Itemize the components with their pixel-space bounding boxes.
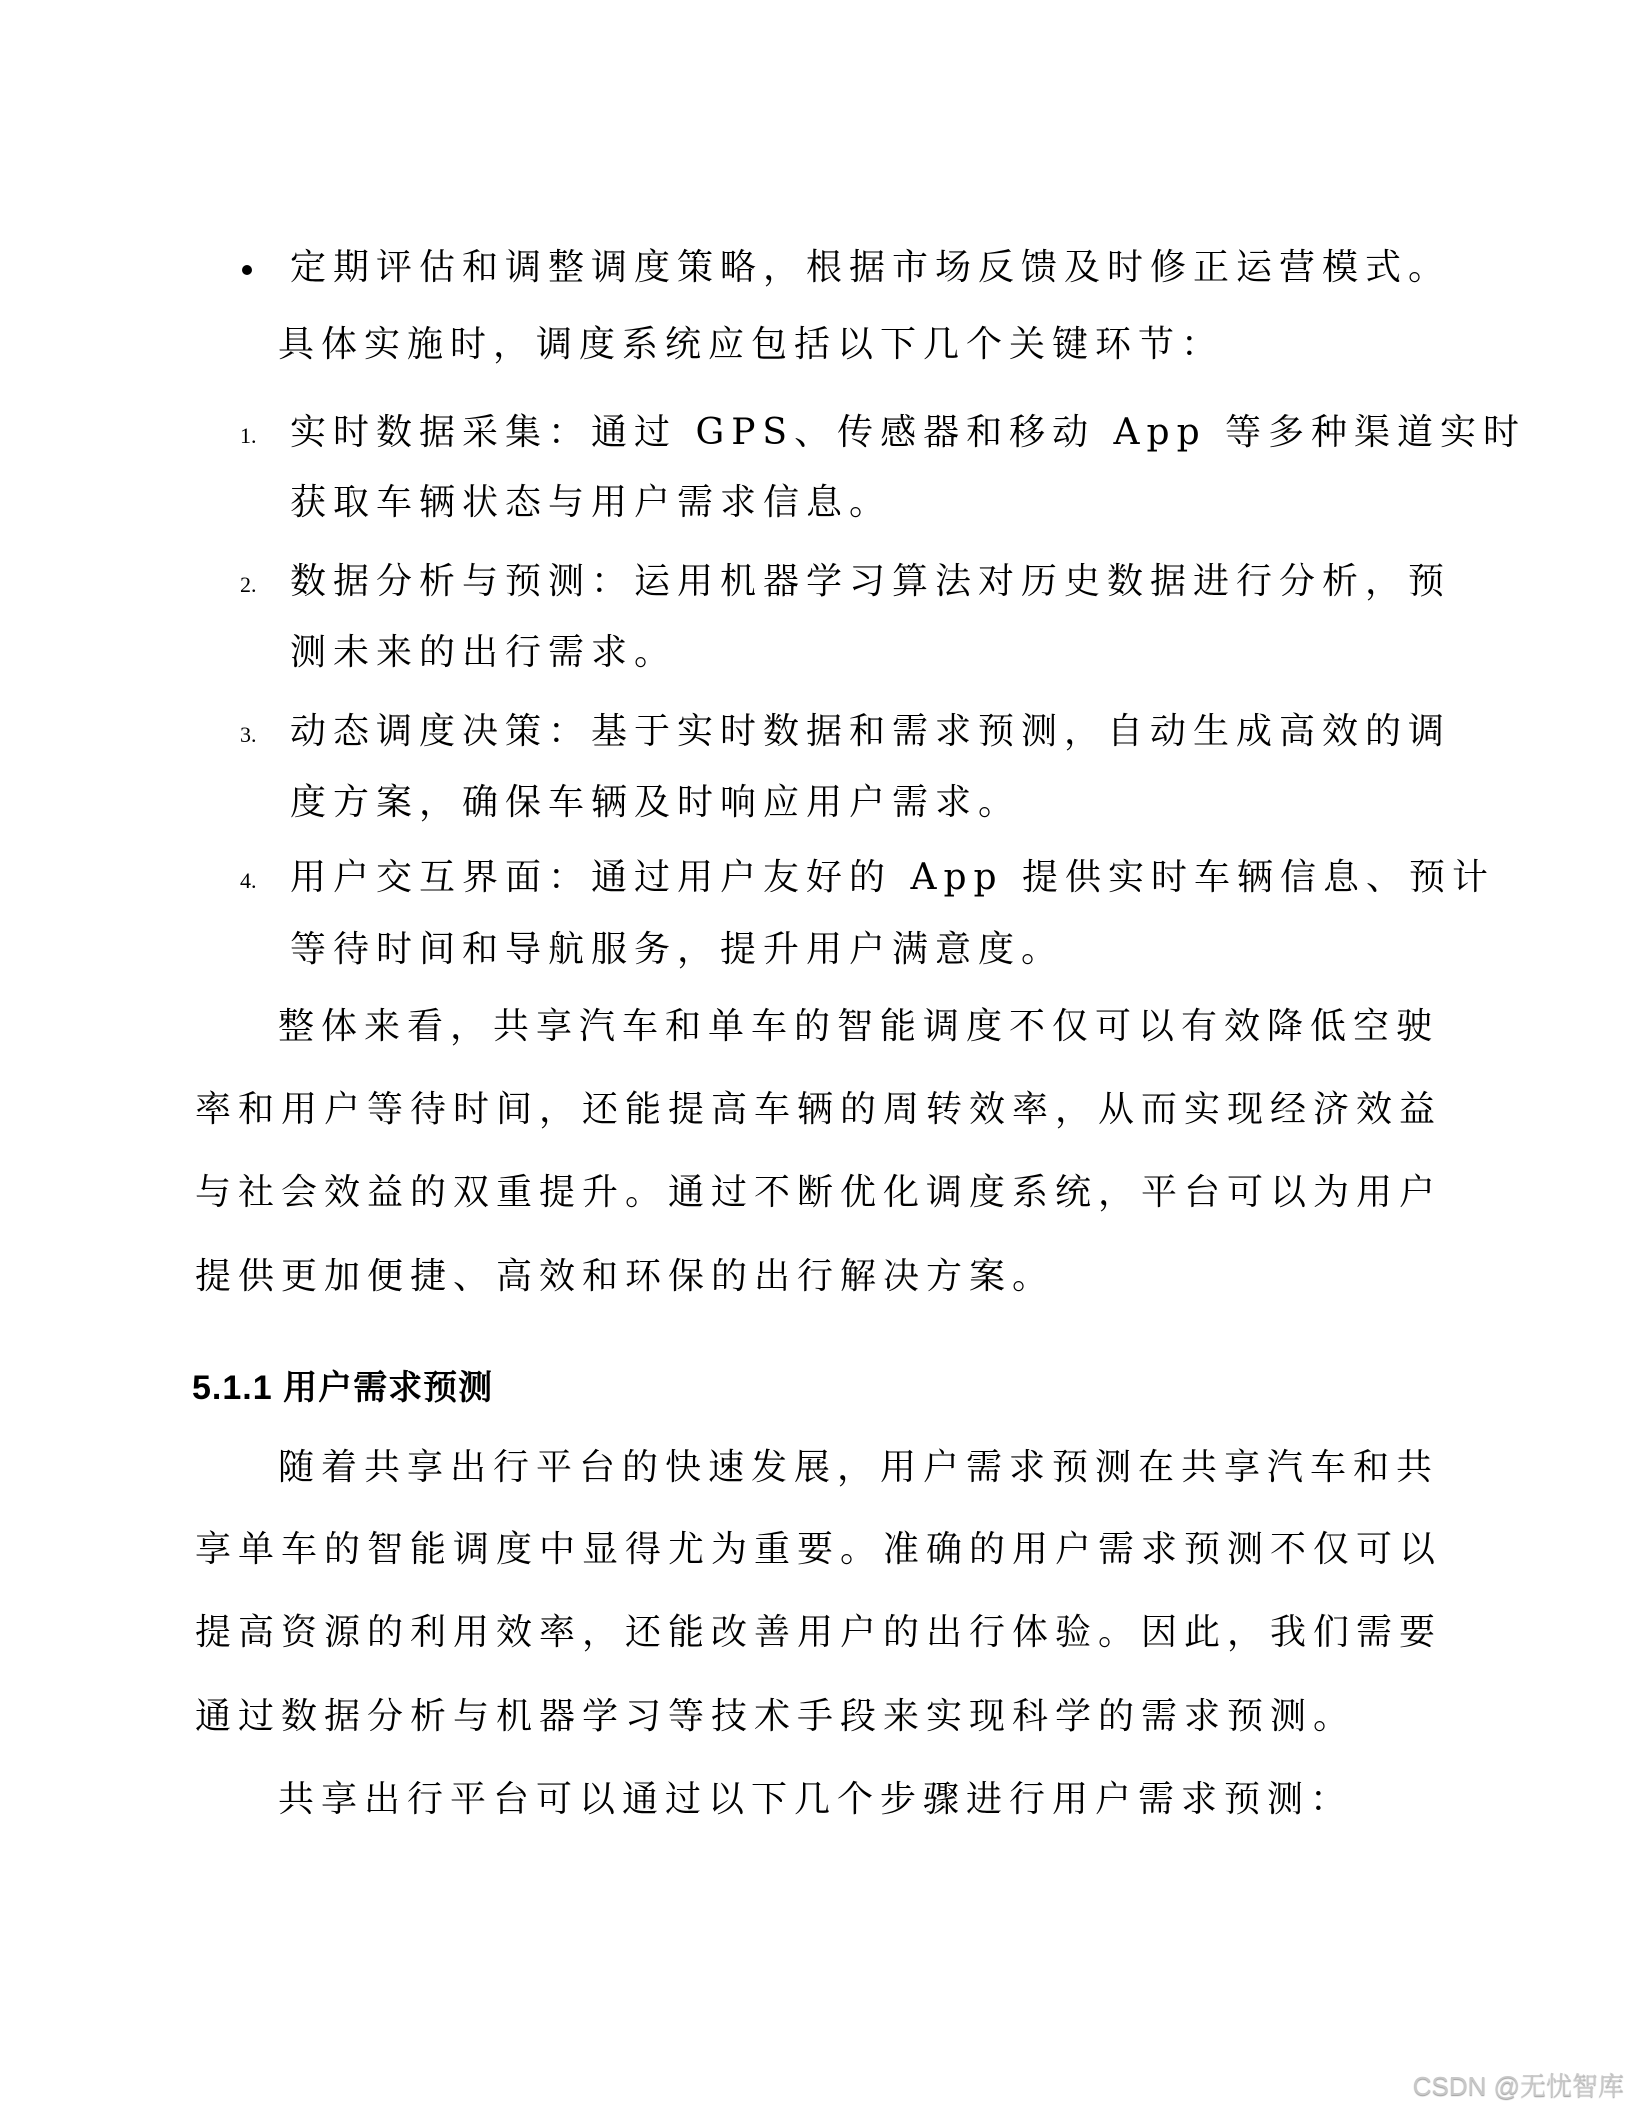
list-item-line: 测未来的出行需求。 bbox=[290, 632, 678, 673]
list-number: 4. bbox=[240, 868, 257, 893]
paragraph-line: 享单车的智能调度中显得尤为重要。准确的用户需求预测不仅可以 bbox=[195, 1529, 1443, 1570]
watermark: CSDN @无忧智库 bbox=[1412, 2071, 1624, 2101]
paragraph-line: 提高资源的利用效率，还能改善用户的出行体验。因此，我们需要 bbox=[195, 1612, 1443, 1653]
list-item-line: 用户交互界面：通过用户友好的 App 提供实时车辆信息、预计 bbox=[290, 857, 1495, 898]
list-item-line: 等待时间和导航服务，提升用户满意度。 bbox=[290, 929, 1065, 970]
list-number: 1. bbox=[240, 423, 257, 448]
list-number: 2. bbox=[240, 572, 257, 597]
list-item-line: 实时数据采集：通过 GPS、传感器和移动 App 等多种渠道实时 bbox=[290, 412, 1527, 453]
bullet-item-text: 定期评估和调整调度策略，根据市场反馈及时修正运营模式。 bbox=[290, 247, 1452, 288]
list-item-line: 动态调度决策：基于实时数据和需求预测，自动生成高效的调 bbox=[290, 711, 1452, 752]
bullet-icon bbox=[242, 265, 252, 275]
paragraph-line: 随着共享出行平台的快速发展，用户需求预测在共享汽车和共 bbox=[278, 1447, 1440, 1488]
list-number: 3. bbox=[240, 722, 257, 747]
paragraph-line: 率和用户等待时间，还能提高车辆的周转效率，从而实现经济效益 bbox=[195, 1089, 1443, 1130]
paragraph-line: 与社会效益的双重提升。通过不断优化调度系统，平台可以为用户 bbox=[195, 1172, 1443, 1213]
section-heading: 5.1.1 用户需求预测 bbox=[192, 1369, 494, 1407]
list-item-line: 获取车辆状态与用户需求信息。 bbox=[290, 482, 893, 523]
paragraph-line: 提供更加便捷、高效和环保的出行解决方案。 bbox=[195, 1256, 1056, 1297]
list-item-line: 度方案，确保车辆及时响应用户需求。 bbox=[290, 782, 1022, 823]
paragraph-line: 整体来看，共享汽车和单车的智能调度不仅可以有效降低空驶 bbox=[278, 1006, 1440, 1047]
paragraph-line: 通过数据分析与机器学习等技术手段来实现科学的需求预测。 bbox=[195, 1696, 1357, 1737]
paragraph-line: 共享出行平台可以通过以下几个步骤进行用户需求预测： bbox=[278, 1779, 1354, 1820]
intro-line: 具体实施时，调度系统应包括以下几个关键环节： bbox=[278, 324, 1225, 365]
list-item-line: 数据分析与预测：运用机器学习算法对历史数据进行分析，预 bbox=[290, 561, 1452, 602]
